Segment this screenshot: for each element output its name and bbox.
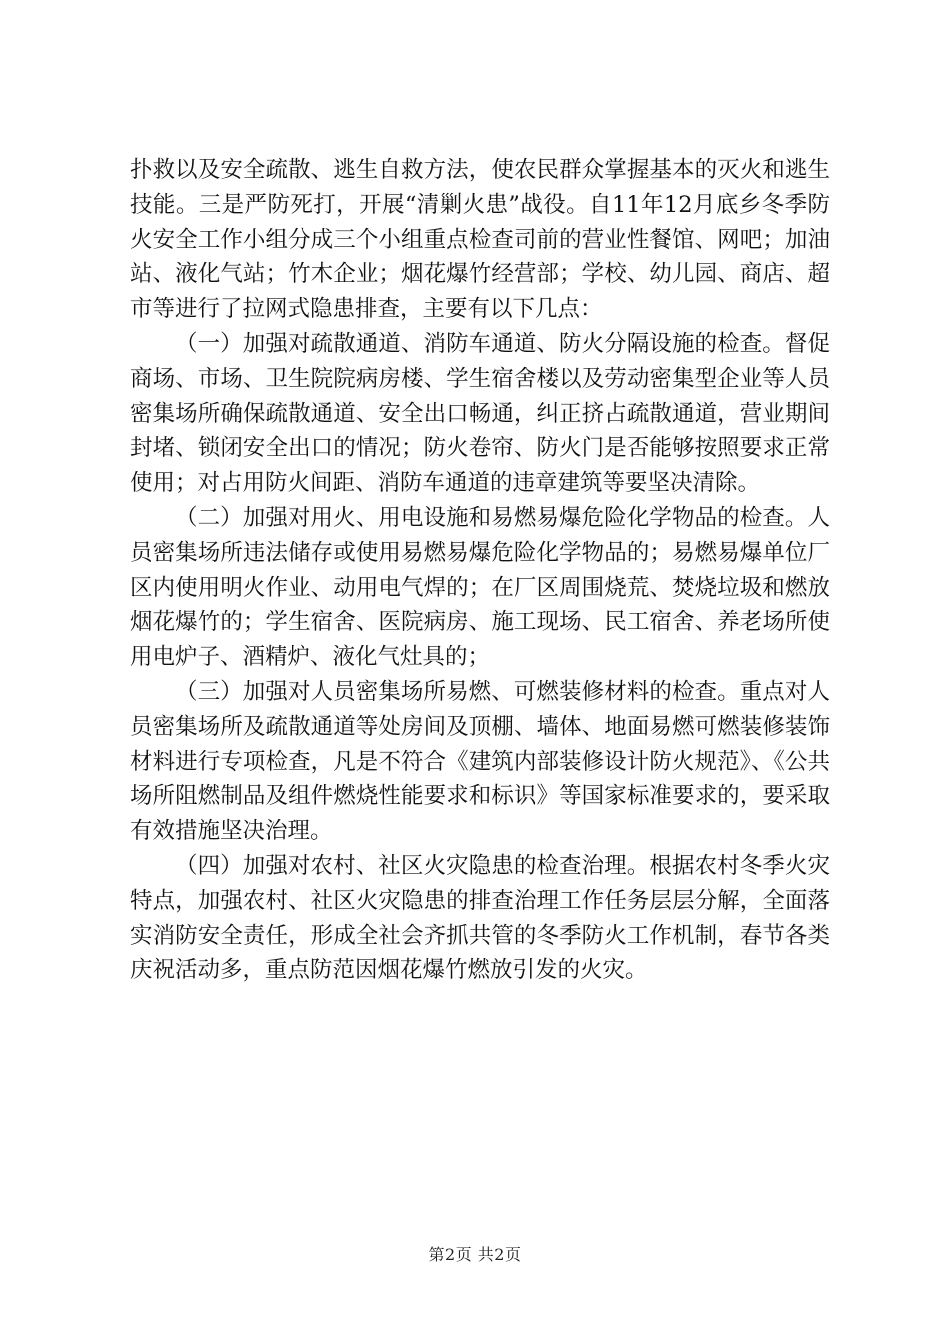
page-footer: 第2页 共2页 — [428, 1245, 522, 1264]
paragraph-item-2: （二）加强对用火、用电设施和易燃易爆危险化学物品的检查。人员密集场所违法储存或使用易燃易爆危险化学物品的；易燃易爆单位厂区内使用明火作业、动用电气焊的；在厂区周围烧荒、焚烧垃圾和燃放烟花爆竹的；学生宿舍、医院病房、施工现场、民工宿舍、养老场所使用电炉子、酒精炉、液化气灶具的； — [130, 504, 830, 671]
document-body — [130, 153, 830, 988]
paragraph-item-1: （一）加强对疏散通道、消防车通道、防火分隔设施的检查。督促商场、市场、卫生院院病房楼、学生宿舍楼以及劳动密集型企业等人员密集场所确保疏散通道、安全出口畅通，纠正挤占疏散通道，营业期间封堵、锁闭安全出口的情况；防火卷帘、防火门是否能够按照要求正常使用；对占用防火间距、消防车通道的违章建筑等要坚决清除。 — [130, 330, 830, 497]
paragraph-continuation: 扑救以及安全疏散、逃生自救方法，使农民群众掌握基本的灭火和逃生技能。三是严防死打，开展“清剿火患”战役。自11年12月底乡冬季防火安全工作小组分成三个小组重点检查司前的营业性餐馆、网吧；加油站、液化气站；竹木企业；烟花爆竹经营部；学校、幼儿园、商店、超市等进行了拉网式隐患排查，主要有以下几点： — [130, 157, 830, 323]
paragraph-item-4: （四）加强对农村、社区火灾隐患的检查治理。根据农村冬季火灾特点，加强农村、社区火灾隐患的排查治理工作任务层层分解，全面落实消防安全责任，形成全社会齐抓共管的冬季防火工作机制，春节各类庆祝活动多，重点防范因烟花爆竹燃放引发的火灾。 — [130, 852, 830, 984]
paragraph-item-3: （三）加强对人员密集场所易燃、可燃装修材料的检查。重点对人员密集场所及疏散通道等处房间及顶棚、墙体、地面易燃可燃装修装饰材料进行专项检查，凡是不符合《建筑内部装修设计防火规范》、《公共场所阻燃制品及组件燃烧性能要求和标识》等国家标准要求的，要采取有效措施坚决治理。 — [130, 678, 830, 845]
